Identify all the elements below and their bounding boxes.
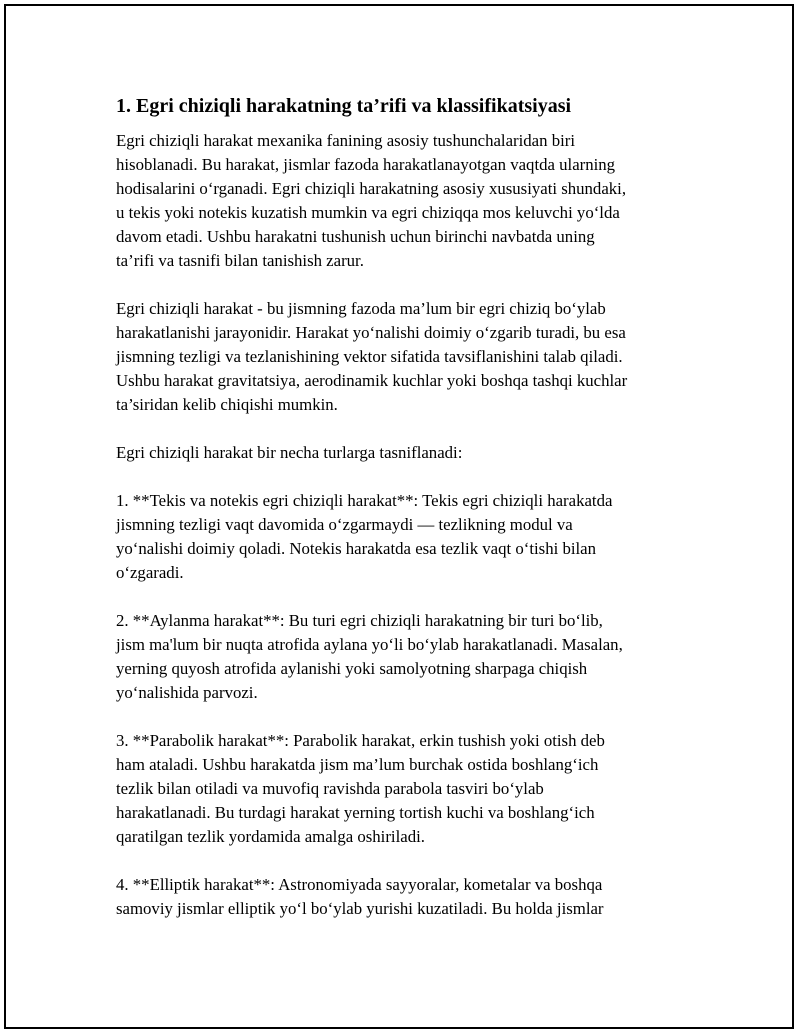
text-line: ta’siridan kelib chiqishi mumkin. [116,395,338,414]
section-heading: 1. Egri chiziqli harakatning ta’rifi va klassifikatsiyasi [116,95,572,117]
text-line: davom etadi. Ushbu harakatni tushunish uchun birinchi navbatda uning [116,227,595,246]
text-line: hodisalarini o‘rganadi. Egri chiziqli harakatning asosiy xususiyati shundaki, [116,179,627,198]
text-line: jismning tezligi va tezlanishining vektor sifatida tavsiflanishini talab qiladi. [116,347,623,366]
list-item-circular-motion [116,609,686,705]
text-line: tezlik bilan otiladi va muvofiq ravishda parabola tasviri bo‘ylab [116,779,544,798]
text-line: Egri chiziqli harakat - bu jismning fazoda ma’lum bir egri chiziq bo‘ylab [116,299,606,318]
text-line: Egri chiziqli harakat mexanika fanining asosiy tushunchalaridan biri [116,131,576,150]
text-line: harakatlanadi. Bu turdagi harakat yerning tortish kuchi va boshlang‘ich [116,803,595,822]
paragraph-intro [116,129,686,273]
text-line: yo‘nalishida parvozi. [116,683,258,702]
text-line: samoviy jismlar elliptik yo‘l bo‘ylab yurishi kuzatiladi. Bu holda jismlar [116,899,604,918]
text-line: jismning tezligi vaqt davomida o‘zgarmaydi — tezlikning modul va [116,515,573,534]
text-line: harakatlanishi jarayonidir. Harakat yo‘nalishi doimiy o‘zgarib turadi, bu esa [116,323,626,342]
text-line: jism ma'lum bir nuqta atrofida aylana yo‘li bo‘ylab harakatlanadi. Masalan, [116,635,623,654]
text-line: hisoblanadi. Bu harakat, jismlar fazoda harakatlanayotgan vaqtda ularning [116,155,616,174]
text-line: o‘zgaradi. [116,563,184,582]
text-line: u tekis yoki notekis kuzatish mumkin va egri chiziqqa mos keluvchi yo‘lda [116,203,620,222]
text-line: Ushbu harakat gravitatsiya, aerodinamik kuchlar yoki boshqa tashqi kuchlar [116,371,628,390]
text-line: 3. **Parabolik harakat**: Parabolik harakat, erkin tushish yoki otish deb [116,731,605,750]
text-line: 1. **Tekis va notekis egri chiziqli harakat**: Tekis egri chiziqli harakatda [116,491,613,510]
text-line: 2. **Aylanma harakat**: Bu turi egri chiziqli harakatning bir turi bo‘lib, [116,611,603,630]
list-item-uniform-motion [116,489,686,585]
text-line: qaratilgan tezlik yordamida amalga oshiriladi. [116,827,425,846]
text-line: yerning quyosh atrofida aylanishi yoki samolyotning sharpaga chiqish [116,659,588,678]
list-item-elliptic-motion [116,873,686,921]
text-line: ham ataladi. Ushbu harakatda jism ma’lum burchak ostida boshlang‘ich [116,755,599,774]
text-line: ta’rifi va tasnifi bilan tanishish zarur. [116,251,364,270]
text-line: yo‘nalishi doimiy qoladi. Notekis harakatda esa tezlik vaqt o‘tishi bilan [116,539,597,558]
text-line: 4. **Elliptik harakat**: Astronomiyada sayyoralar, kometalar va boshqa [116,875,603,894]
text-line: Egri chiziqli harakat bir necha turlarga tasniflanadi: [116,443,463,462]
list-item-parabolic-motion [116,729,686,849]
paragraph-definition [116,297,686,417]
document-body [116,93,686,945]
paragraph-classification-intro [116,441,686,465]
